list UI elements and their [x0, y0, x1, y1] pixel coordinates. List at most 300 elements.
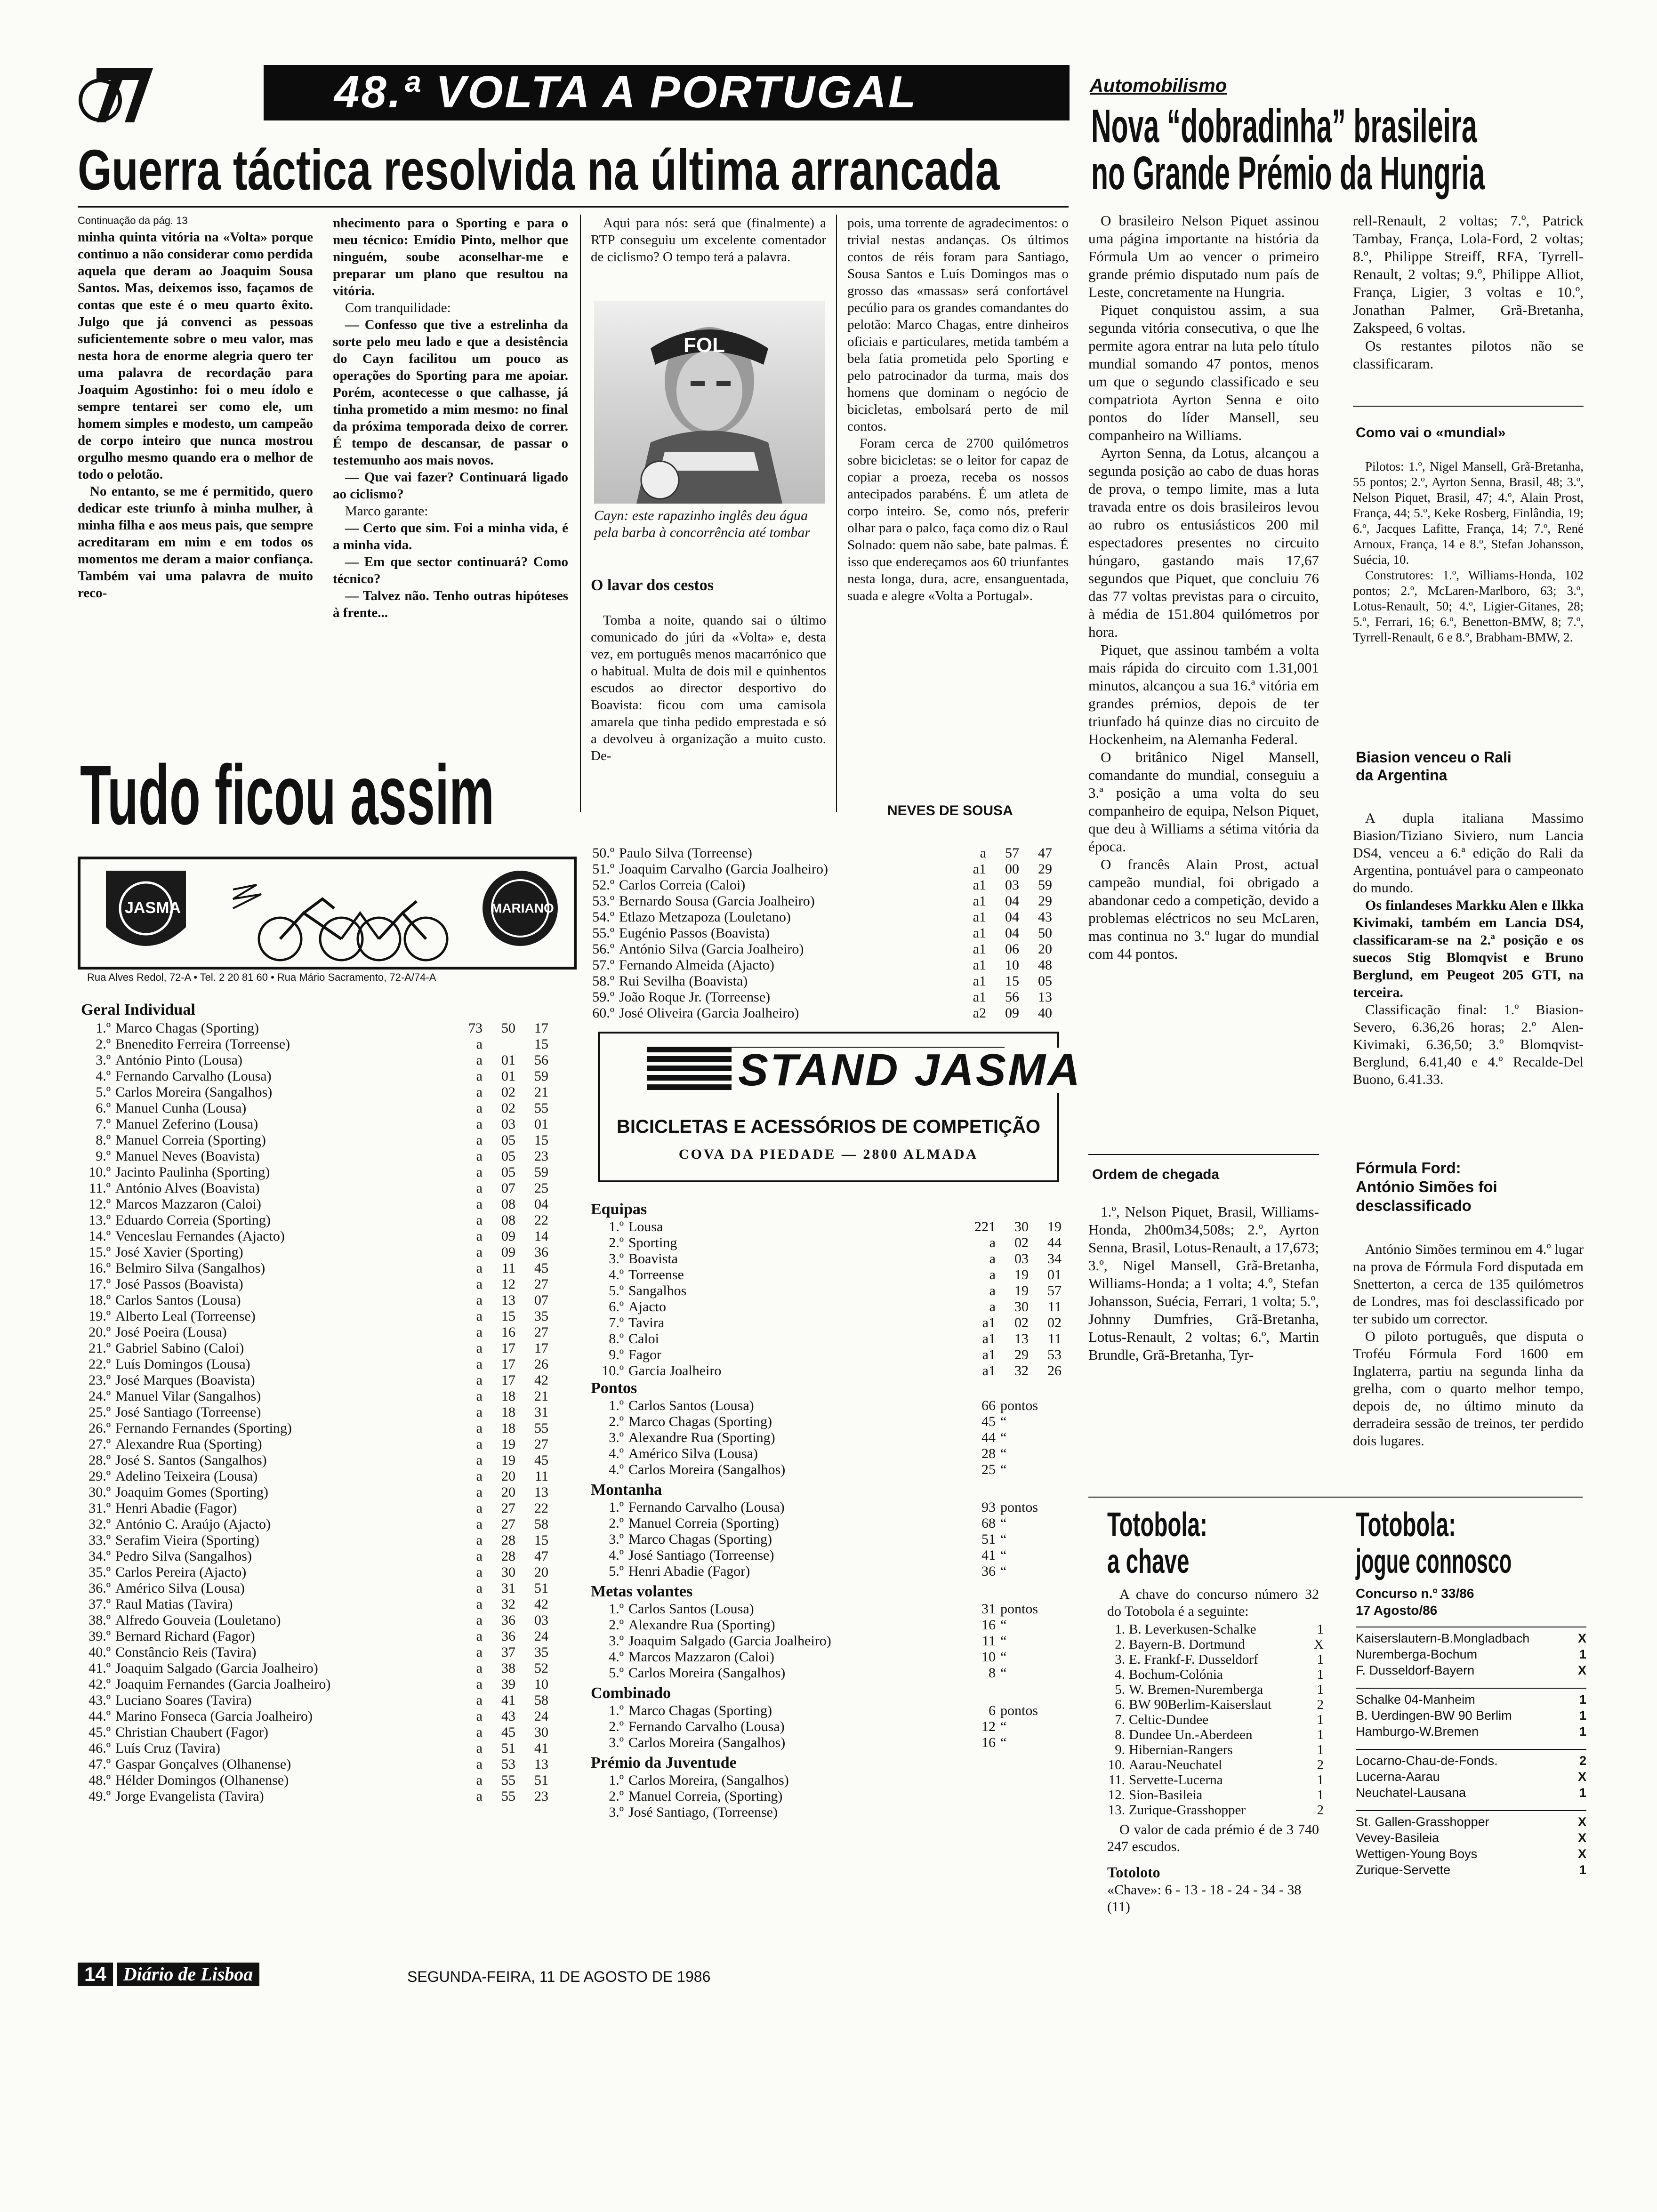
game-result: 1	[1317, 1742, 1324, 1757]
game-name: Sion-Basileia	[1129, 1787, 1203, 1803]
table-row	[78, 1292, 577, 1308]
game-result: 1	[1317, 1667, 1324, 1682]
rank-cell: 26.º	[88, 1420, 111, 1436]
name-cell: Ajacto	[628, 1299, 666, 1314]
table-row	[78, 1420, 577, 1436]
rank-cell: 43.º	[88, 1692, 111, 1708]
rank-cell: 9.º	[96, 1148, 111, 1164]
time-m-cell: 50	[501, 1020, 515, 1036]
time-m-cell: 02	[501, 1084, 515, 1100]
totoloto-title: Totoloto	[1107, 1864, 1160, 1881]
time-s-cell: 51	[534, 1580, 548, 1596]
rank-cell: 18.º	[88, 1292, 111, 1308]
table-row	[591, 1267, 1071, 1283]
montanha-table	[591, 1499, 1071, 1579]
game-name: Schalke 04-Manheim	[1356, 1692, 1475, 1707]
table-row	[591, 1219, 1071, 1235]
game-name: BW 90Berlim-Kaiserslaut	[1129, 1697, 1272, 1712]
time-s-cell: 24	[534, 1628, 548, 1644]
ordem-title: Ordem de chegada	[1092, 1167, 1220, 1182]
time-s-cell: 53	[1047, 1347, 1062, 1362]
time-m-cell: 19	[1014, 1267, 1029, 1282]
rank-cell: 5.º	[609, 1283, 624, 1298]
game-name: W. Bremen-Nuremberga	[1129, 1682, 1263, 1697]
toto-row	[1107, 1712, 1324, 1727]
time-h-cell: a1	[973, 973, 986, 989]
time-h-cell: a	[476, 1052, 483, 1068]
time-s-cell: 27	[534, 1276, 548, 1292]
article-col-3-bottom	[591, 612, 826, 764]
name-cell: Joaquim Salgado (Garcia Joalheiro)	[115, 1660, 318, 1676]
time-h-cell: a	[476, 1356, 483, 1372]
table-row	[78, 1020, 577, 1036]
table-row	[591, 1665, 1071, 1681]
paragraph: O francês Alain Prost, actual campeão mundial, foi obrigado a abandonar cedo a competição, devido a problemas eléctricos no seu McLaren, mas continua no 3.º lugar do mundial com 44 pontos.	[1088, 856, 1319, 962]
rank-cell: 17.º	[88, 1276, 111, 1292]
rank-cell: 24.º	[88, 1388, 111, 1404]
time-m-cell: 15	[1005, 973, 1019, 989]
time-h-cell: a	[476, 1676, 483, 1692]
game-name: Hibernian-Rangers	[1129, 1742, 1233, 1757]
name-cell: Manuel Zeferino (Lousa)	[115, 1116, 258, 1132]
rank-cell: 21.º	[88, 1340, 111, 1356]
table-row	[78, 1388, 577, 1404]
toto-row	[1356, 1691, 1586, 1707]
table-row	[591, 1363, 1071, 1379]
rank-cell: 31.º	[88, 1500, 111, 1516]
time-s-cell: 11	[1048, 1299, 1062, 1314]
volta-banner	[264, 65, 1070, 120]
points-cell: 16	[981, 1735, 996, 1750]
rank-cell: 1.º	[609, 1601, 624, 1617]
name-cell: Fernando Carvalho (Lousa)	[115, 1068, 272, 1084]
rank-cell: 52.º	[592, 877, 614, 893]
table-row	[78, 1564, 577, 1580]
time-s-cell: 42	[534, 1372, 548, 1388]
paragraph: Os finlandeses Markku Alen e Ilkka Kivimaki, também em Lancia DS4, classificaram-se na 2.ª posição e os suecos Stig Blomqvist e Bruno Berglund, em Peugeot 205 GTI, na terceira.	[1353, 898, 1584, 1000]
time-s-cell: 55	[534, 1100, 548, 1116]
time-m-cell: 57	[1005, 845, 1019, 861]
game-result: 1	[1579, 1708, 1586, 1723]
ford-title: Fórmula Ford: António Simões foi desclassificado	[1356, 1159, 1497, 1214]
name-cell: Marco Chagas (Sporting)	[115, 1020, 259, 1036]
table-row	[581, 973, 1071, 989]
rank-cell: 2.º	[609, 1719, 624, 1734]
name-cell: José Santiago (Torreense)	[628, 1547, 774, 1563]
unit-cell: “	[1000, 1430, 1007, 1445]
toto-row	[1107, 1637, 1324, 1652]
rank-cell: 10.º	[88, 1164, 111, 1180]
rank-cell: 55.º	[592, 925, 614, 941]
table-row	[591, 1499, 1071, 1515]
mundial-text	[1353, 459, 1584, 645]
toto-row	[1107, 1803, 1324, 1818]
game-name: Hamburgo-W.Bremen	[1356, 1724, 1479, 1739]
table-row	[581, 845, 1071, 861]
name-cell: Carlos Santos (Lousa)	[115, 1292, 241, 1308]
table-row	[78, 1756, 577, 1772]
rank-cell: 48.º	[88, 1772, 111, 1788]
rank-cell: 32.º	[88, 1516, 111, 1532]
name-cell: Garcia Joalheiro	[628, 1363, 722, 1378]
rank-cell: 41.º	[88, 1660, 111, 1676]
rank-cell: 60.º	[592, 1005, 614, 1021]
name-cell: Christian Chaubert (Fagor)	[115, 1724, 268, 1740]
toto1-table	[1107, 1622, 1324, 1818]
rank-cell: 28.º	[88, 1452, 111, 1468]
name-cell: António Pinto (Lousa)	[115, 1052, 242, 1068]
name-cell: Jorge Evangelista (Tavira)	[115, 1788, 264, 1804]
paragraph: Os restantes pilotos não se classificaram.	[1353, 337, 1584, 372]
toto2-date: 17 Agosto/86	[1356, 1603, 1438, 1618]
time-m-cell: 10	[1005, 957, 1019, 973]
table-row	[591, 1430, 1071, 1446]
rank-cell: 3.º	[609, 1735, 624, 1750]
time-s-cell: 23	[534, 1788, 548, 1804]
name-cell: Eduardo Correia (Sporting)	[115, 1212, 271, 1228]
time-s-cell: 23	[534, 1148, 548, 1164]
rank-cell: 53.º	[592, 893, 614, 909]
rank-cell: 57.º	[592, 957, 614, 973]
time-s-cell: 10	[534, 1676, 548, 1692]
footer-bar	[78, 1963, 407, 1986]
table-row	[591, 1735, 1071, 1751]
game-name: Vevey-Basileia	[1356, 1831, 1440, 1845]
time-h-cell: a	[476, 1260, 483, 1276]
time-m-cell: 53	[501, 1756, 515, 1772]
game-result: X	[1577, 1631, 1586, 1645]
time-s-cell: 20	[1038, 941, 1052, 957]
unit-cell: “	[1000, 1633, 1007, 1649]
name-cell: Alexandre Rua (Sporting)	[628, 1617, 775, 1633]
rank-cell: 4.º	[609, 1547, 624, 1563]
table-row	[591, 1331, 1071, 1347]
toto-row	[1356, 1785, 1586, 1801]
time-m-cell: 19	[1014, 1283, 1029, 1298]
auto-col-2	[1353, 212, 1584, 373]
game-name: B. Uerdingen-BW 90 Berlim	[1356, 1708, 1512, 1723]
toto-row	[1356, 1646, 1586, 1662]
table-row	[78, 1148, 577, 1164]
time-m-cell: 02	[1014, 1315, 1029, 1330]
name-cell: Jacinto Paulinha (Sporting)	[115, 1164, 270, 1180]
table-row	[78, 1484, 577, 1500]
time-m-cell: 32	[1014, 1363, 1029, 1378]
paragraph: Classificação final: 1.º Biasion-Severo, 6.36,26 horas; 2.º Alen-Kivimaki, 6.36,50; 3.º Blomqvist-Berglund, 6.41,40 e 4.º Recalde-Del Buono, 6.41.33.	[1353, 1002, 1584, 1087]
time-h-cell: a	[476, 1516, 483, 1532]
rank-cell: 2.º	[609, 1515, 624, 1531]
time-h-cell: 221	[974, 1219, 996, 1234]
time-s-cell: 44	[1047, 1235, 1062, 1250]
game-number: 7.	[1115, 1712, 1125, 1727]
rank-cell: 34.º	[88, 1548, 111, 1564]
time-s-cell: 02	[1047, 1315, 1062, 1330]
col-rule-1	[580, 215, 581, 812]
time-s-cell: 05	[1038, 973, 1052, 989]
paragraph: O piloto português, que disputa o Troféu Fórmula Ford 1600 em Inglaterra, partiu na segunda linha da grelha, com o quarto melhor tempo, depois de, no último minuto da derradeira sessão de treinos, ter perdido dois lugares.	[1353, 1329, 1584, 1449]
name-cell: Marcos Mazzaron (Caloi)	[628, 1649, 774, 1665]
table-row	[591, 1398, 1071, 1414]
geral-table-cont	[581, 845, 1071, 1021]
game-result: 2	[1317, 1697, 1324, 1712]
headline-rule	[78, 206, 1069, 208]
toto-row	[1107, 1772, 1324, 1787]
time-h-cell: a1	[973, 989, 986, 1005]
name-cell: Etlazo Metzapoza (Louletano)	[619, 909, 791, 925]
name-cell: Manuel Correia (Sporting)	[628, 1515, 779, 1531]
toto-rule	[1088, 1497, 1583, 1498]
paragraph: 1.º, Nelson Piquet, Brasil, Williams-Honda, 2h00m34,508s; 2.º, Ayrton Senna, Brasil, Lotus-Renault, a 17,673; 3.º, Nigel Mansell, Grã-Bretanha, Williams-Honda; a 1 volta; 4.º, Stefan Johansson, Suécia, Ferrari, 1 volta; 5.º, Johnny Dumfries, Grã-Bretanha, Lotus-Renault, 2 voltas; 6.º, Martin Brundle, Grã-Bretanha, Tyr-	[1088, 1203, 1319, 1363]
table-row	[78, 1740, 577, 1756]
rank-cell: 1.º	[609, 1499, 624, 1515]
time-h-cell: a1	[982, 1315, 996, 1330]
table-row	[581, 861, 1071, 877]
table-row	[78, 1036, 577, 1052]
time-s-cell: 22	[534, 1500, 548, 1516]
time-h-cell: a	[980, 845, 986, 861]
name-cell: Joaquim Carvalho (Garcia Joalheiro)	[619, 861, 828, 877]
rank-cell: 3.º	[96, 1052, 111, 1068]
game-result: 1	[1317, 1787, 1324, 1803]
paragraph: rell-Renault, 2 voltas; 7.º, Patrick Tambay, França, Lola-Ford, 2 voltas; 8.º, Philippe Streiff, RFA, Tyrrell-Renault, 2 voltas; 9.º, Philippe Alliot, França, Ligier, 3 voltas e 10.º, Jonathan Palmer, Grã-Bretanha, Zakspeed, 6 voltas.	[1353, 212, 1584, 336]
name-cell: Pedro Silva (Sangalhos)	[115, 1548, 252, 1564]
points-cell: 51	[981, 1531, 996, 1547]
time-m-cell: 13	[501, 1292, 515, 1308]
table-row	[78, 1708, 577, 1724]
table-row	[591, 1446, 1071, 1462]
rank-cell: 7.º	[96, 1116, 111, 1132]
name-cell: Fernando Carvalho (Lousa)	[628, 1719, 785, 1734]
game-result: 1	[1579, 1724, 1586, 1739]
time-h-cell: a	[476, 1500, 483, 1516]
footer-date: SEGUNDA-FEIRA, 11 DE AGOSTO DE 1986	[407, 1968, 711, 1985]
time-h-cell: a	[476, 1244, 483, 1260]
table-row	[78, 1772, 577, 1788]
rank-cell: 33.º	[88, 1532, 111, 1548]
game-number: 12.	[1108, 1787, 1125, 1803]
game-number: 5.	[1115, 1682, 1125, 1697]
game-result: 1	[1317, 1727, 1324, 1742]
time-m-cell: 06	[1005, 941, 1019, 957]
toto-row	[1107, 1757, 1324, 1772]
time-m-cell: 43	[501, 1708, 515, 1724]
toto-row	[1356, 1846, 1586, 1862]
time-m-cell: 17	[501, 1340, 515, 1356]
time-s-cell: 26	[534, 1356, 548, 1372]
time-h-cell: a	[476, 1068, 483, 1084]
paragraph: Aqui para nós: será que (finalmente) a RTP conseguiu um excelente comentador de ciclismo? O tempo terá a palavra.	[591, 216, 826, 264]
table-row	[78, 1532, 577, 1548]
name-cell: Henri Abadie (Fagor)	[115, 1500, 237, 1516]
toto-row	[1356, 1707, 1586, 1723]
continued-note: Continuação da pág. 13	[78, 215, 188, 226]
name-cell: Carlos Moreira (Sangalhos)	[628, 1462, 786, 1477]
time-s-cell: 35	[534, 1308, 548, 1324]
paragraph: O britânico Nigel Mansell, comandante do mundial, conseguiu a 3.ª posição a uma volta do seu companheiro de equipa, Nelson Piquet, que deu à Williams a sétima vitória da época.	[1088, 749, 1319, 855]
points-cell: 36	[981, 1563, 996, 1579]
game-result: X	[1577, 1663, 1586, 1677]
toto-row	[1107, 1742, 1324, 1757]
time-m-cell: 08	[501, 1196, 515, 1212]
time-s-cell: 52	[534, 1660, 548, 1676]
table-row	[591, 1462, 1071, 1478]
rank-cell: 56.º	[592, 941, 614, 957]
name-cell: António Alves (Boavista)	[115, 1180, 260, 1196]
time-s-cell: 04	[534, 1196, 548, 1212]
name-cell: Belmiro Silva (Sangalhos)	[115, 1260, 265, 1276]
game-name: F. Dusseldorf-Bayern	[1356, 1663, 1475, 1677]
time-s-cell: 21	[534, 1388, 548, 1404]
table-row	[78, 1340, 577, 1356]
time-h-cell: 73	[468, 1020, 483, 1036]
rank-cell: 3.º	[609, 1531, 624, 1547]
time-h-cell: a	[989, 1235, 996, 1250]
game-result: 1	[1579, 1692, 1586, 1707]
rank-cell: 1.º	[609, 1772, 624, 1788]
rank-cell: 5.º	[96, 1084, 111, 1100]
table-row	[78, 1692, 577, 1708]
table-row	[591, 1515, 1071, 1531]
game-result: 2	[1317, 1803, 1324, 1818]
time-m-cell: 17	[501, 1372, 515, 1388]
time-s-cell: 51	[534, 1772, 548, 1788]
time-h-cell: a	[476, 1484, 483, 1500]
time-s-cell: 59	[534, 1164, 548, 1180]
game-number: 6.	[1115, 1697, 1125, 1712]
ad-brand-jasma: JASMA	[125, 899, 181, 917]
time-s-cell: 58	[534, 1692, 548, 1708]
time-s-cell: 25	[534, 1180, 548, 1196]
points-cell: 8	[989, 1665, 996, 1681]
time-h-cell: a1	[973, 909, 986, 925]
masthead-logo	[78, 59, 158, 129]
toto1-title-1: Totobola:	[1107, 1506, 1207, 1544]
time-m-cell: 18	[501, 1388, 515, 1404]
time-m-cell: 32	[501, 1596, 515, 1612]
points-cell: 41	[981, 1547, 996, 1563]
rank-cell: 50.º	[592, 845, 614, 861]
toto-row	[1107, 1667, 1324, 1682]
game-result: 2	[1579, 1754, 1586, 1768]
time-h-cell: a	[476, 1596, 483, 1612]
time-h-cell: a	[476, 1740, 483, 1756]
biasion-text	[1353, 809, 1584, 1088]
time-s-cell: 29	[1038, 893, 1052, 909]
time-h-cell: a	[476, 1772, 483, 1788]
rank-cell: 58.º	[592, 973, 614, 989]
name-cell: Carlos Moreira, (Sangalhos)	[628, 1772, 789, 1788]
combinado-title: Combinado	[591, 1684, 671, 1702]
time-m-cell: 03	[501, 1116, 515, 1132]
time-m-cell: 03	[1014, 1251, 1029, 1266]
time-h-cell: a	[476, 1548, 483, 1564]
rank-cell: 8.º	[96, 1132, 111, 1148]
name-cell: Joaquim Salgado (Garcia Joalheiro)	[628, 1633, 831, 1649]
metas-table	[591, 1601, 1071, 1681]
game-name: Kaiserslautern-B.Mongladbach	[1356, 1631, 1530, 1645]
table-row	[78, 1308, 577, 1324]
time-m-cell: 18	[501, 1420, 515, 1436]
toto-row	[1356, 1753, 1586, 1769]
time-s-cell: 29	[1038, 861, 1052, 877]
auto-kicker: Automobilismo	[1090, 75, 1227, 96]
toto-row	[1107, 1787, 1324, 1803]
points-cell: 44	[981, 1430, 996, 1445]
name-cell: Venceslau Fernandes (Ajacto)	[115, 1228, 285, 1244]
name-cell: Paulo Silva (Torreense)	[619, 845, 752, 861]
table-row	[591, 1703, 1071, 1719]
toto1-intro: A chave do concurso número 32 do Totobola é a seguinte:	[1107, 1587, 1319, 1619]
time-h-cell: a	[476, 1564, 483, 1580]
time-m-cell: 18	[501, 1404, 515, 1420]
time-s-cell: 27	[534, 1436, 548, 1452]
game-name: Zurique-Servette	[1356, 1863, 1451, 1877]
rank-cell: 22.º	[88, 1356, 111, 1372]
time-s-cell: 24	[534, 1708, 548, 1724]
name-cell: Alfredo Gouveia (Louletano)	[115, 1612, 281, 1628]
rank-cell: 2.º	[609, 1788, 624, 1804]
rank-cell: 5.º	[609, 1563, 624, 1579]
rank-cell: 45.º	[88, 1724, 111, 1740]
rank-cell: 4.º	[609, 1267, 624, 1282]
paragraph: Com tranquilidade:	[345, 300, 451, 315]
table-row	[78, 1164, 577, 1180]
time-m-cell: 04	[1005, 893, 1019, 909]
rank-cell: 6.º	[609, 1299, 624, 1314]
time-h-cell: a	[476, 1196, 483, 1212]
table-row	[78, 1628, 577, 1644]
auto-headline-2: no Grande Prémio da Hungria	[1091, 147, 1485, 200]
game-name: Wettigen-Young Boys	[1356, 1847, 1478, 1861]
game-number: 2.	[1115, 1637, 1125, 1652]
table-row	[78, 1372, 577, 1388]
col-rule-2	[836, 215, 837, 812]
name-cell: Carlos Correia (Caloi)	[619, 877, 746, 893]
rank-cell: 16.º	[88, 1260, 111, 1276]
newspaper-name: Diário de Lisboa	[117, 1963, 260, 1986]
name-cell: Gabriel Sabino (Caloi)	[115, 1340, 244, 1356]
time-s-cell: 21	[534, 1084, 548, 1100]
table-row	[591, 1547, 1071, 1563]
article-col-3-top	[591, 215, 826, 265]
article-col-4	[847, 215, 1069, 604]
table-row	[78, 1468, 577, 1484]
name-cell: Alexandre Rua (Sporting)	[628, 1430, 775, 1445]
rank-cell: 10.º	[602, 1363, 624, 1378]
unit-cell: “	[1000, 1547, 1007, 1563]
time-m-cell: 36	[501, 1628, 515, 1644]
table-row	[591, 1772, 1071, 1788]
time-h-cell: a	[476, 1724, 483, 1740]
table-row	[78, 1084, 577, 1100]
time-h-cell: a1	[973, 941, 986, 957]
game-result: 1	[1579, 1786, 1586, 1800]
unit-cell: “	[1000, 1515, 1007, 1531]
totoloto-numbers: «Chave»: 6 - 13 - 18 - 24 - 34 - 38 (11)	[1107, 1882, 1302, 1915]
time-m-cell: 31	[501, 1580, 515, 1596]
paragraph: Foram cerca de 2700 quilómetros sobre bicicletas: se o leitor for capaz de copiar a proeza, receba os nossos antecipados parabéns. É um atleta de corpo inteiro. Se, como nós, preferir olhar para o palco, faça como diz o Raul Solnado: quem não sabe, bate palmas. É isso que endereçamos aos 60 triunfantes nesta longa, dura, acre, ensanguentada, suada e alegre «Volta a Portugal».	[847, 436, 1069, 603]
name-cell: José Xavier (Sporting)	[115, 1244, 243, 1260]
time-h-cell: a	[989, 1267, 996, 1282]
time-m-cell: 08	[501, 1212, 515, 1228]
time-s-cell: 17	[534, 1340, 548, 1356]
auto-headline-1: Nova “dobradinha” brasileira	[1091, 100, 1477, 152]
name-cell: Gaspar Gonçalves (Olhanense)	[115, 1756, 291, 1772]
table-row	[591, 1531, 1071, 1547]
time-h-cell: a	[476, 1372, 483, 1388]
author-byline: NEVES DE SOUSA	[887, 803, 1013, 818]
game-result: 1	[1317, 1712, 1324, 1727]
